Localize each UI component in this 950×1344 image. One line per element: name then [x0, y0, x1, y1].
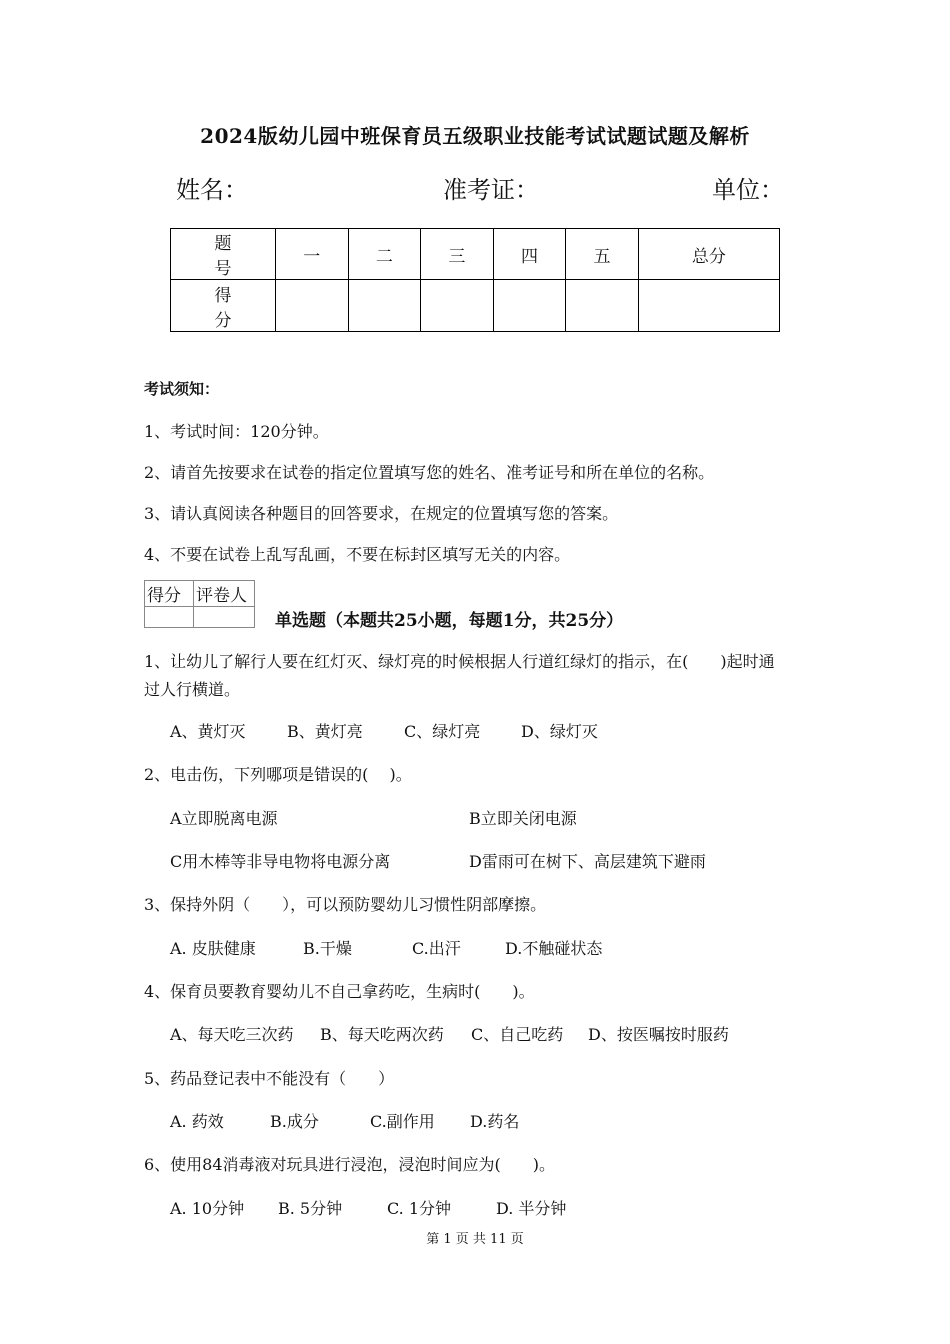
answer-option: A. 10分钟	[170, 1199, 245, 1218]
grader-box-score-cell[interactable]	[145, 607, 194, 628]
score-cell[interactable]	[493, 280, 566, 332]
answer-option: A立即脱离电源	[170, 809, 278, 828]
score-table-header-cell: 三	[421, 229, 494, 280]
score-table-header-cell: 一	[276, 229, 349, 280]
answer-option: B立即关闭电源	[469, 809, 577, 828]
answer-option: C、自己吃药	[471, 1025, 564, 1044]
notice-item: 4、不要在试卷上乱写乱画，不要在标封区填写无关的内容。	[144, 545, 571, 564]
answer-option: A. 皮肤健康	[170, 939, 256, 958]
question-text: 1、让幼儿了解行人要在红灯灭、绿灯亮的时候根据人行道红绿灯的指示，在( )起时通	[144, 652, 775, 671]
score-table-header-cell: 题 号	[171, 229, 276, 280]
score-table-header-row	[171, 229, 780, 280]
answer-option: D. 半分钟	[496, 1199, 567, 1218]
score-cell[interactable]	[566, 280, 639, 332]
score-table	[170, 228, 780, 332]
answer-option: D.不触碰状态	[505, 939, 603, 958]
score-table-header-cell: 四	[493, 229, 566, 280]
answer-option: D.药名	[470, 1112, 520, 1131]
grader-box-grader-cell[interactable]	[194, 607, 255, 628]
name-field-label: 姓名：	[176, 176, 248, 204]
answer-option: B、黄灯亮	[287, 722, 363, 741]
score-table-header-cell: 总分	[638, 229, 779, 280]
score-table-header-cell: 五	[566, 229, 639, 280]
score-cell[interactable]	[276, 280, 349, 332]
answer-option: B、每天吃两次药	[320, 1025, 444, 1044]
answer-option: D、按医嘱按时服药	[588, 1025, 729, 1044]
notice-item: 1、考试时间：120分钟。	[144, 422, 329, 441]
answer-option: A. 药效	[170, 1112, 224, 1131]
answer-option: C.副作用	[370, 1112, 435, 1131]
section-title: 单选题（本题共25小题，每题1分，共25分）	[275, 611, 624, 631]
notice-title: 考试须知：	[144, 380, 220, 398]
answer-option: A、黄灯灭	[170, 722, 246, 741]
grader-box-score-label: 得分	[145, 581, 194, 607]
question-text-continued: 过人行横道。	[144, 680, 241, 699]
score-cell[interactable]	[421, 280, 494, 332]
notice-item: 2、请首先按要求在试卷的指定位置填写您的姓名、准考证号和所在单位的名称。	[144, 463, 715, 482]
answer-option: D雷雨可在树下、高层建筑下避雨	[469, 852, 706, 871]
notice-item: 3、请认真阅读各种题目的回答要求，在规定的位置填写您的答案。	[144, 504, 619, 523]
answer-option: C用木棒等非导电物将电源分离	[170, 852, 391, 871]
score-table-header-cell: 二	[348, 229, 421, 280]
score-cell[interactable]	[638, 280, 779, 332]
answer-option: A、每天吃三次药	[170, 1025, 294, 1044]
question-text: 3、保持外阴（ ），可以预防婴幼儿习惯性阴部摩擦。	[144, 895, 547, 914]
answer-option: D、绿灯灭	[521, 722, 598, 741]
page-footer: 第 1 页 共 11 页	[426, 1232, 524, 1247]
answer-option: C. 1分钟	[387, 1199, 452, 1218]
score-table-score-row	[171, 280, 780, 332]
question-text: 2、电击伤，下列哪项是错误的( )。	[144, 765, 412, 784]
score-cell[interactable]	[348, 280, 421, 332]
answer-option: B. 5分钟	[278, 1199, 343, 1218]
grader-box-grader-label: 评卷人	[194, 581, 255, 607]
answer-option: B.成分	[270, 1112, 319, 1131]
answer-option: C.出汗	[412, 939, 461, 958]
answer-option: B.干燥	[303, 939, 352, 958]
answer-option: C、绿灯亮	[404, 722, 481, 741]
score-row-label: 得 分	[171, 280, 276, 332]
grader-box	[144, 580, 255, 628]
unit-field-label: 单位：	[712, 176, 784, 204]
page-title: 2024版幼儿园中班保育员五级职业技能考试试题试题及解析	[200, 124, 750, 148]
question-text: 6、使用84消毒液对玩具进行浸泡，浸泡时间应为( )。	[144, 1155, 556, 1174]
question-text: 5、药品登记表中不能没有（ ）	[144, 1069, 395, 1088]
ticket-field-label: 准考证：	[443, 176, 539, 204]
question-text: 4、保育员要教育婴幼儿不自己拿药吃，生病时( )。	[144, 982, 535, 1001]
